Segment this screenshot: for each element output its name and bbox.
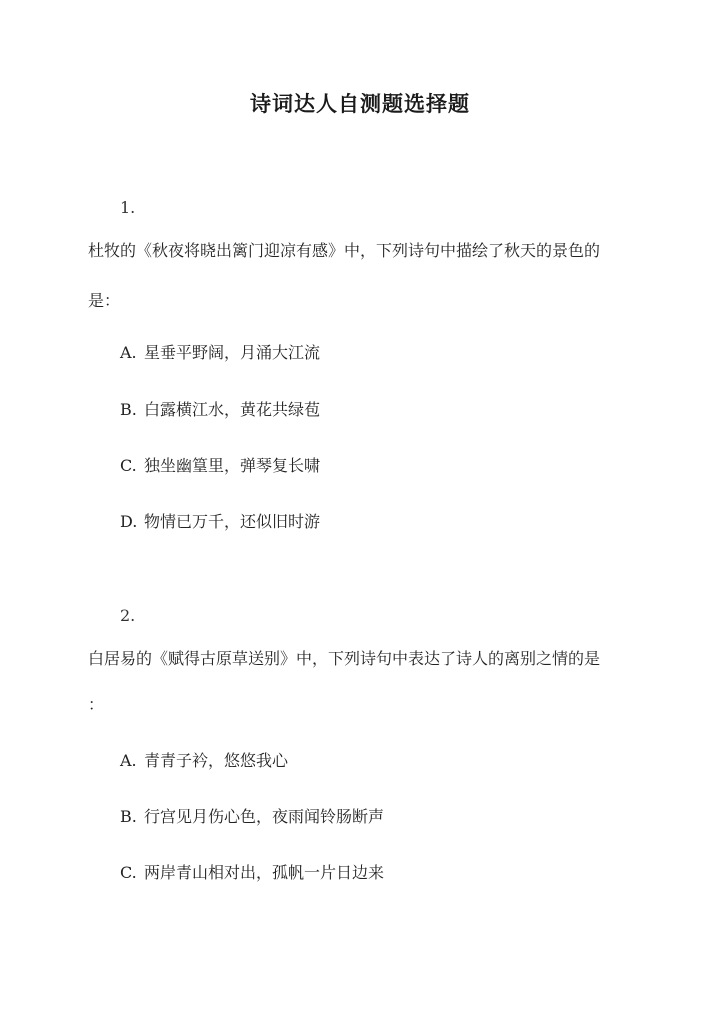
option-letter: A. bbox=[120, 751, 137, 770]
question-2-text-line2: ： bbox=[88, 695, 105, 714]
option-text: 两岸青山相对出，孤帆一片日边来 bbox=[144, 863, 385, 882]
option-letter: C. bbox=[120, 456, 137, 475]
option-letter: C. bbox=[120, 863, 137, 882]
option-letter: B. bbox=[120, 400, 137, 419]
question-1-option-c bbox=[120, 453, 320, 476]
question-1-number: 1. bbox=[120, 198, 136, 217]
option-text: 行宫见月伤心色，夜雨闻铃肠断声 bbox=[144, 807, 385, 826]
question-2-number: 2. bbox=[120, 606, 136, 625]
option-text: 物情已万千，还似旧时游 bbox=[144, 512, 321, 531]
document-title: 诗词达人自测题选择题 bbox=[250, 91, 470, 116]
question-2-option-c bbox=[120, 860, 384, 883]
option-text: 青青子衿，悠悠我心 bbox=[144, 751, 289, 770]
question-2-text-line1: 白居易的《赋得古原草送别》中，下列诗句中表达了诗人的离别之情的是 bbox=[88, 649, 601, 668]
question-1-text-line2: 是： bbox=[88, 291, 121, 310]
question-2-option-a bbox=[120, 748, 288, 771]
option-letter: D. bbox=[120, 512, 138, 531]
option-text: 独坐幽篁里，弹琴复长啸 bbox=[144, 456, 321, 475]
option-text: 白露横江水，黄花共绿苞 bbox=[144, 400, 321, 419]
option-letter: B. bbox=[120, 807, 137, 826]
question-1-option-a bbox=[120, 340, 320, 363]
option-letter: A. bbox=[120, 343, 137, 362]
question-1-option-b bbox=[120, 397, 320, 420]
question-1-option-d bbox=[120, 509, 320, 532]
question-1-text-line1: 杜牧的《秋夜将晓出篱门迎凉有感》中，下列诗句中描绘了秋天的景色的 bbox=[88, 241, 601, 260]
option-text: 星垂平野阔，月涌大江流 bbox=[144, 343, 321, 362]
question-2-option-b bbox=[120, 804, 384, 827]
